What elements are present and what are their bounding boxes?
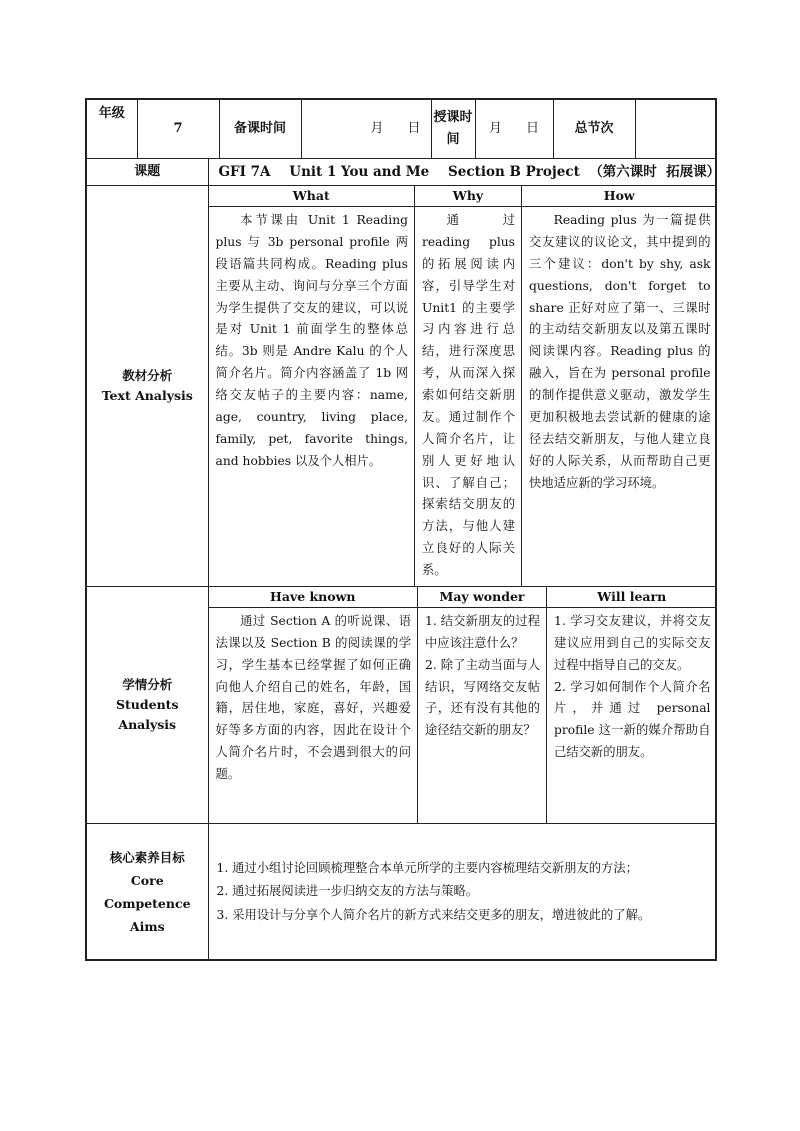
text-analysis-label-en: Text Analysis [101,387,193,403]
teach-time-value [475,100,553,158]
core-aims-label-cn: 核心素养目标 [109,849,185,865]
prep-time-label: 备课时间 [219,100,301,158]
col-known-header: Have known [209,587,418,608]
why-text: 通过 reading plus 的拓展阅读内容，引导学生对 Unit1 的主要学习内容进行总结，进行深度思考，从而深入探索如何结交新朋友。通过制作个人简介名片，让别人更好地认识、了解自己；探索结交朋友的方法，与他人建立良好的人际关系。 [415,207,522,586]
col-what-header: What [209,186,415,207]
col-how-header: How [522,186,717,207]
topic-value: GFI 7A Unit 1 You and Me Section B Project （第六课时 拓展课） [208,159,716,186]
students-analysis-label [86,586,208,824]
core-aims-content [208,824,716,961]
core-aims-label-en-2: Competence [103,895,191,911]
total-periods-label: 总节次 [553,100,635,158]
prep-month: 月 [370,120,384,136]
text-analysis-label-cn: 教材分析 [122,367,173,383]
students-analysis-label-en: Students Analysis [116,697,179,733]
wonder-text: 1. 结交新朋友的过程中应该注意什么？ 2. 除了主动当面与人结识，写网络交友帖子，还有没有其他的途径结交新的朋友？ [418,607,547,823]
teach-day: 日 [526,120,540,136]
col-wonder-header: May wonder [418,587,547,608]
core-aims-label [86,824,208,961]
core-aims-label-en-1: Core [130,872,164,888]
prep-day: 日 [407,120,421,136]
students-analysis-label-cn: 学情分析 [122,677,173,693]
teach-month: 月 [488,120,502,136]
text-analysis-content [208,186,716,587]
header-row [86,99,716,159]
grade-label: 年级 [87,100,137,158]
lesson-plan-table [85,98,721,961]
aim-item: 2. 通过拓展阅读进一步归纳交友的方法与策略。 [216,884,479,899]
prep-time-value [301,100,431,158]
teach-time-label: 授课时间 [431,100,475,158]
known-text: 通过 Section A 的听说课、语法课以及 Section B 的阅读课的学习，学生基本已经掌握了如何正确向他人介绍自己的姓名，年龄，国籍，居住地，家庭，喜好，兴趣爱好等多方面的内容，因此在设计个人简介名片时，不会遇到很大的问题。 [209,607,418,823]
students-analysis-content [208,586,716,824]
how-text: Reading plus 为一篇提供交友建议的议论文，其中提到的三个建议：don't by shy, ask questions, don't forget to share 正好对应了第一、三课时的主动结交新朋友以及第五课时阅读课内容。Reading plus 的融入，旨在为 personal profile 的制作提供意义驱动，激发学生更加积极地去尝试新的健康的途径去结交新朋友，与他人建立良好的人际关系，从而帮助自己更快地适应新的学习环境。 [522,207,717,586]
aim-item: 3. 采用设计与分享个人简介名片的新方式来结交更多的朋友，增进彼此的了解。 [216,907,651,922]
grade-value: 7 [137,100,219,158]
aim-item: 1. 通过小组讨论回顾梳理整合本单元所学的主要内容梳理结交新朋友的方法； [216,860,638,875]
learn-text: 1. 学习交友建议，并将交友建议应用到自己的实际交友过程中指导自己的交友。 2. 学习如何制作个人简介名片，并通过 personal profile 这一新的媒介帮助自己结交新的朋友。 [547,607,717,823]
topic-label: 课题 [86,159,208,186]
col-learn-header: Will learn [547,587,717,608]
text-analysis-label [86,186,208,587]
core-aims-label-en-3: Aims [129,919,165,934]
col-why-header: Why [415,186,522,207]
lesson-plan-sheet [85,98,721,961]
total-periods-value [635,100,717,158]
what-text: 本节课由 Unit 1 Reading plus 与 3b personal profile 两段语篇共同构成。Reading plus 主要从主动、询问与分享三个方面为学生提供了交友的建议，可以说是对 Unit 1 前面学生的整体总结。3b 则是 Andre Kalu 的个人简介名片。简介内容涵盖了 1b 网络交友帖子的主要内容：name, age, country, living place, family, pet, favorite things, and hobbies 以及个人相片。 [209,207,415,586]
